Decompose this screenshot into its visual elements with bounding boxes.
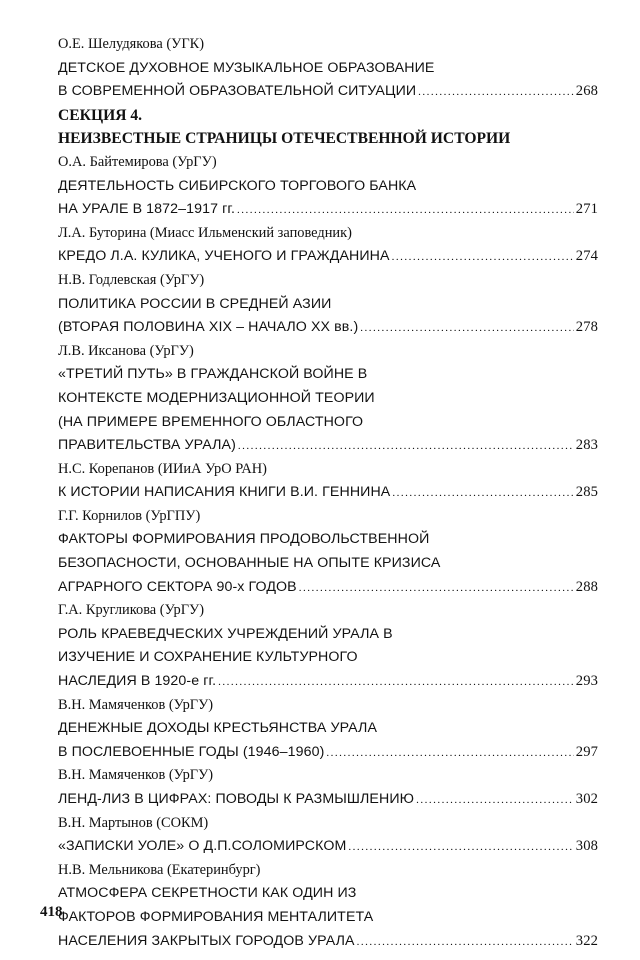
toc-page-number: 268 [575, 83, 598, 100]
dot-leader [357, 931, 574, 954]
toc-title-line [58, 741, 598, 765]
table-of-contents [58, 33, 598, 953]
toc-title-text: НАСЕЛЕНИЯ ЗАКРЫТЫХ ГОРОДОВ УРАЛА [58, 932, 355, 949]
toc-page-number: 302 [575, 791, 598, 807]
toc-title-line: ФАКТОРОВ ФОРМИРОВАНИЯ МЕНТАЛИТЕТА [58, 908, 374, 925]
toc-title-line: «ТРЕТИЙ ПУТЬ» В ГРАЖДАНСКОЙ ВОЙНЕ В [58, 366, 368, 383]
toc-title-line: ПОЛИТИКА РОССИИ В СРЕДНЕЙ АЗИИ [58, 295, 332, 312]
toc-page-number: 278 [575, 319, 598, 336]
toc-title-line: (НА ПРИМЕРЕ ВРЕМЕННОГО ОБЛАСТНОГО [58, 413, 364, 430]
toc-title-line: ДЕЯТЕЛЬНОСТЬ СИБИРСКОГО ТОРГОВОГО БАНКА [58, 177, 417, 194]
toc-author: Л.В. Иксанова (УрГУ) [58, 342, 194, 359]
toc-title-line [58, 198, 598, 222]
dot-leader [418, 81, 574, 104]
dot-leader [238, 435, 574, 458]
toc-page-number: 293 [575, 673, 598, 690]
toc-page-number: 308 [575, 838, 598, 855]
toc-author: В.Н. Мамяченков (УрГУ) [58, 696, 214, 713]
toc-title-text: АГРАРНОГО СЕКТОРА 90-х ГОДОВ [58, 578, 297, 595]
dot-leader [392, 482, 573, 505]
toc-title-line [58, 481, 598, 505]
toc-page-number: 271 [575, 201, 598, 218]
toc-title-line: АТМОСФЕРА СЕКРЕТНОСТИ КАК ОДИН ИЗ [58, 885, 357, 902]
toc-title-text: В СОВРЕМЕННОЙ ОБРАЗОВАТЕЛЬНОЙ СИТУАЦИИ [58, 83, 417, 100]
toc-author: Г.А. Кругликова (УрГУ) [58, 602, 204, 619]
dot-leader [218, 671, 574, 694]
section-heading: НЕИЗВЕСТНЫЕ СТРАНИЦЫ ОТЕЧЕСТВЕННОЙ ИСТОРИИ [58, 130, 511, 148]
dot-leader [416, 789, 574, 812]
toc-author: Г.Г. Корнилов (УрГПУ) [58, 507, 201, 524]
section-heading: СЕКЦИЯ 4. [58, 106, 143, 124]
toc-title-line: ДЕНЕЖНЫЕ ДОХОДЫ КРЕСТЬЯНСТВА УРАЛА [58, 720, 378, 737]
toc-title-line [58, 316, 598, 340]
toc-title-line [58, 835, 598, 859]
toc-page-number: 322 [575, 932, 598, 949]
toc-author: В.Н. Мартынов (СОКМ) [58, 814, 209, 831]
toc-page-number: 285 [575, 484, 598, 501]
toc-title-text: «ЗАПИСКИ УОЛЕ» О Д.П.СОЛОМИРСКОМ [58, 838, 347, 855]
toc-author: Н.В. Мельникова (Екатеринбург) [58, 861, 261, 878]
toc-page-number: 283 [575, 437, 598, 454]
toc-author: Н.С. Корепанов (ИИиА УрО РАН) [58, 460, 267, 477]
toc-author: Н.В. Годлевская (УрГУ) [58, 271, 205, 288]
toc-title-line [58, 670, 598, 694]
toc-author: В.Н. Мамяченков (УрГУ) [58, 767, 214, 784]
toc-title-line: ФАКТОРЫ ФОРМИРОВАНИЯ ПРОДОВОЛЬСТВЕННОЙ [58, 531, 430, 548]
toc-title-line [58, 80, 598, 104]
toc-title-text: ЛЕНД-ЛИЗ В ЦИФРАХ: ПОВОДЫ К РАЗМЫШЛЕНИЮ [58, 791, 415, 807]
toc-title-text: КРЕДО Л.А. КУЛИКА, УЧЕНОГО И ГРАЖДАНИНА [58, 248, 390, 265]
toc-title-line: КОНТЕКСТЕ МОДЕРНИЗАЦИОННОЙ ТЕОРИИ [58, 389, 375, 406]
toc-title-line: БЕЗОПАСНОСТИ, ОСНОВАННЫЕ НА ОПЫТЕ КРИЗИСА [58, 555, 441, 572]
toc-author: О.А. Байтемирова (УрГУ) [58, 153, 217, 170]
toc-title-line [58, 930, 598, 954]
dot-leader [326, 742, 573, 765]
toc-author: О.Е. Шелудякова (УГК) [58, 36, 205, 52]
toc-title-line: ИЗУЧЕНИЕ И СОХРАНЕНИЕ КУЛЬТУРНОГО [58, 649, 358, 666]
toc-title-text: ПРАВИТЕЛЬСТВА УРАЛА) [58, 437, 236, 454]
page-number: 418 [40, 904, 63, 920]
toc-title-text: К ИСТОРИИ НАПИСАНИЯ КНИГИ В.И. ГЕННИНА [58, 484, 391, 501]
toc-title-line [58, 788, 598, 812]
toc-author: Л.А. Буторина (Миасс Ильменский заповедник) [58, 224, 352, 241]
toc-title-line [58, 576, 598, 600]
toc-title-text: НА УРАЛЕ В 1872–1917 гг. [58, 201, 235, 218]
toc-page-number: 274 [575, 248, 598, 265]
toc-title-text: В ПОСЛЕВОЕННЫЕ ГОДЫ (1946–1960) [58, 743, 325, 760]
dot-leader [237, 199, 574, 222]
toc-title-line [58, 245, 598, 269]
toc-title-line [58, 434, 598, 458]
dot-leader [299, 577, 574, 600]
toc-title-line: РОЛЬ КРАЕВЕДЧЕСКИХ УЧРЕЖДЕНИЙ УРАЛА В [58, 625, 393, 642]
toc-title-text: НАСЛЕДИЯ В 1920-е гг. [58, 673, 217, 690]
toc-title-text: (ВТОРАЯ ПОЛОВИНА XIX – НАЧАЛО XX вв.) [58, 319, 359, 336]
dot-leader [348, 836, 573, 859]
toc-title-line: ДЕТСКОЕ ДУХОВНОЕ МУЗЫКАЛЬНОЕ ОБРАЗОВАНИЕ [58, 59, 435, 76]
dot-leader [392, 246, 574, 269]
dot-leader [360, 317, 574, 340]
toc-page-number: 297 [575, 743, 598, 760]
toc-page-number: 288 [575, 578, 598, 595]
